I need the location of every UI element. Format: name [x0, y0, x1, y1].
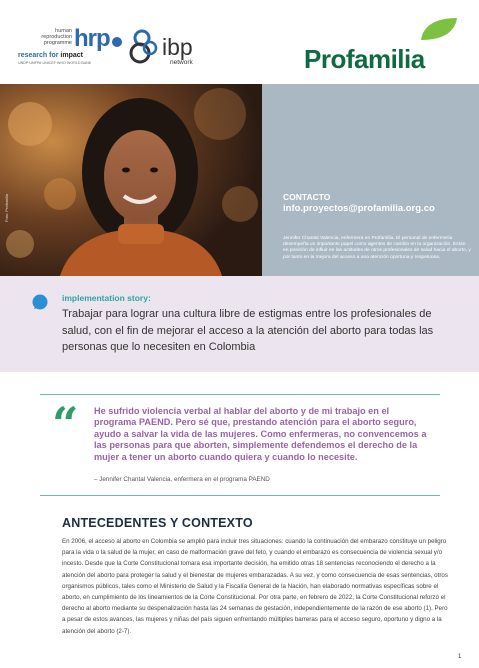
quote-text: He sufrido violencia verbal al hablar del aborto y de mi trabajo en el programa PAEND. Pero sé que, prestando atención para el aborto seguro, ayudo a salvar la vida de las mujeres. Como enfermeras, no convencemos a las personas para que aborten, simplemente defendemos el derecho de la mujer a tener un aborto cuando quiera y cuando lo necesite. — [94, 406, 427, 462]
contact-email[interactable]: info.proyectos@profamilia.org.co — [283, 203, 435, 214]
section-title: ANTECEDENTES Y CONTEXTO — [62, 516, 253, 530]
hrp-wordmark: hrp — [74, 25, 110, 52]
ibp-logo — [128, 28, 200, 68]
quote-mark-icon: “ — [52, 397, 79, 451]
hrp-research-bold: impact — [60, 52, 83, 59]
hrp-research-pre: research for — [18, 52, 61, 59]
page-number: 1 — [458, 654, 462, 660]
hrp-tagline: UNDP·UNFPA·UNICEF·WHO·WORLD BANK — [18, 61, 92, 65]
leaf-icon — [419, 16, 459, 42]
hrp-small-text: human reproduction programme — [41, 28, 72, 46]
hero-section — [0, 84, 479, 276]
section-body: En 2006, el acceso al aborto en Colombia se amplió para incluir tres situaciones: cuando la continuación del embarazo constituye un peligro para la vida o la salud de la mujer, en caso de malformación grave del feto, y cuando el embarazo es consecuencia de violencia sexual y/o incesto. Desde que la Corte Constitucional tomara esa importante decisión, ha emitido otras 18 sentencias reconociendo el derecho a la atención del aborto para proteger la salud y el bienestar de mujeres embarazadas. A su vez, y como consecuencia de esas sentencias, otros organismos públicos, tales como el Ministerio de Salud y la Fiscalía General de la Nación, han elaborado normativas específicas sobre el aborto, en cumplimiento de los lineamientos de la Corte Constitucional. Por otra parte, en febrero de 2022, la Corte Constitucional reforzó el derecho al aborto mediante su despenalización hasta las 24 semanas de gestación, independientemente de la razón de ese aborto (1). Pero a pesar de estos avances, las mujeres y niñas del país siguen enfrentando múltiples barreras para el acceso seguro, oportuno y digno a la atención del aborto (2-7). — [62, 538, 448, 635]
portrait-photo — [0, 84, 262, 276]
hrp-dot-icon — [112, 37, 122, 47]
portrait-illustration — [0, 84, 262, 276]
quote-author: – Jennifer Chantal Valencia, enfermera en el programa PAEND — [94, 476, 270, 483]
photo-caption: Jennifer Chantal Valencia, enfermera en Profamilia. El personal de enfermería desempeña un importante papel como agentes de cambio en la organización. Están en posición de influir en las actitudes de otros profesionales de salud hacia el aborto, y por tanto en la mejora del acceso a una atención oportuna y respetuosa. — [283, 236, 471, 260]
header — [0, 0, 479, 84]
ibp-rings-icon — [128, 28, 162, 68]
profamilia-wordmark: Profamilia — [304, 44, 425, 74]
contact-label: CONTACTO — [283, 192, 331, 202]
story-label: implementation story: — [62, 293, 151, 303]
hrp-research-line — [18, 52, 83, 59]
photo-credit: Foto: Profamilia — [4, 193, 9, 222]
story-title: Trabajar para lograr una cultura libre de estigmas entre los profesionales de salud, con el fin de mejorar el acceso a la atención del aborto para todas las personas que lo necesiten en Colombia — [62, 308, 434, 353]
ibp-wordmark: ibp — [162, 34, 193, 60]
quote-box — [40, 394, 440, 496]
hrp-logo — [18, 25, 110, 65]
speech-bubble-icon — [30, 293, 50, 313]
ibp-network-label: network — [170, 59, 193, 66]
profamilia-logo — [304, 16, 464, 74]
